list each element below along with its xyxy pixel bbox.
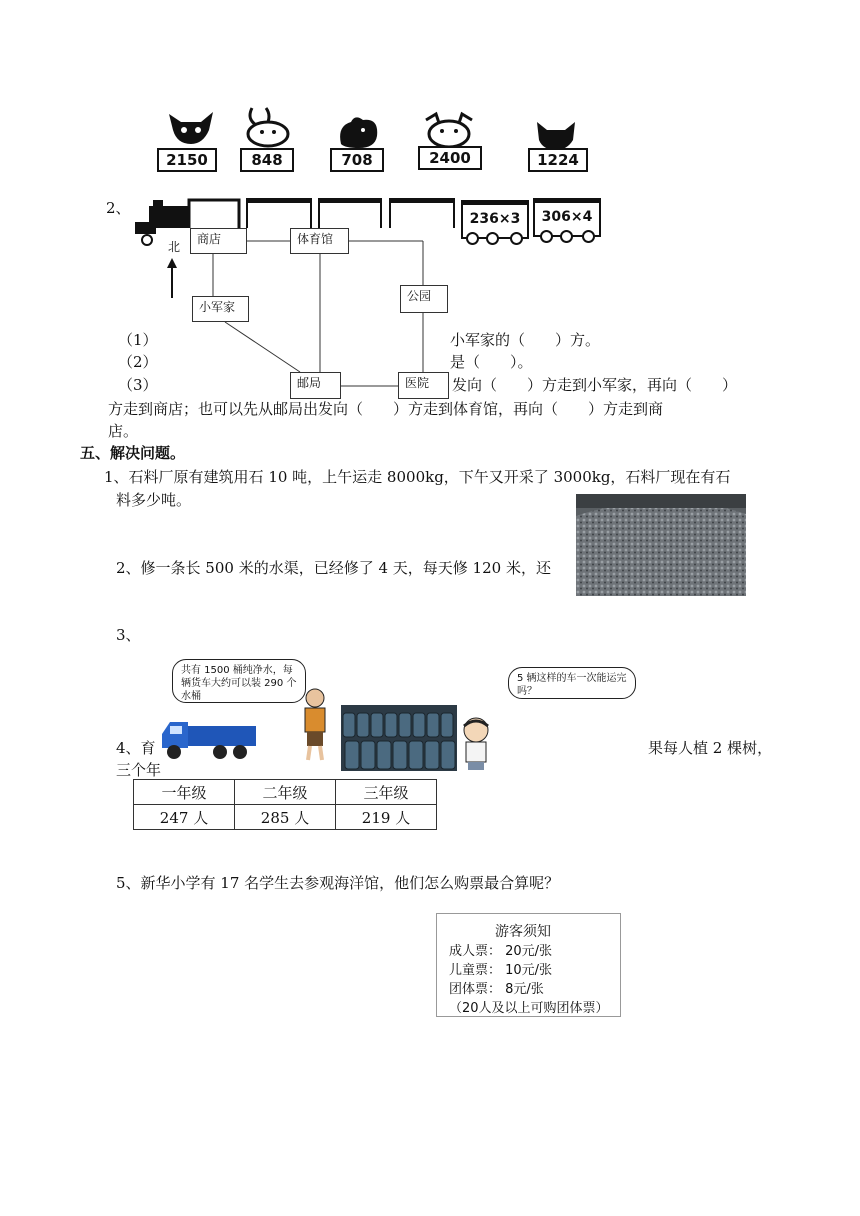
map-question-2-text: 是（ ）。 <box>450 353 533 371</box>
notice-group-note: （20人及以上可购团体票） <box>449 1001 609 1016</box>
man-figure <box>294 686 336 762</box>
problem-1-line2: 料多少吨。 <box>116 491 192 509</box>
water-barrels-photo <box>341 705 457 771</box>
map-question-3-text: 发向（ ）方走到小军家，再向（ ） <box>452 376 738 394</box>
table-header-cell: 一年级 <box>134 780 235 805</box>
train-car: 306×4 <box>533 198 601 237</box>
number-box: 1224 <box>528 148 588 172</box>
problem-4-end: 果每人植 2 棵树， <box>648 739 773 757</box>
map-question-1-text: 小军家的（ ）方。 <box>450 331 601 349</box>
number-box: 2150 <box>157 148 217 172</box>
map-place-xiaojun-home: 小军家 <box>192 296 249 322</box>
table-header-row <box>134 780 437 805</box>
map-question-3-line2: 方走到商店；也可以先从邮局出发向（ ）方走到体育馆，再向（ ）方走到商 <box>108 400 664 418</box>
train-car: 236×3 <box>461 200 529 239</box>
north-arrow-icon <box>165 258 179 298</box>
notice-adult-price: 成人票： 20元/张 <box>449 944 553 959</box>
problem-4-start: 4、育 <box>116 739 156 757</box>
map-question-3-line3: 店。 <box>108 422 139 440</box>
boy-figure <box>456 716 496 772</box>
number-box: 708 <box>330 148 384 172</box>
map-place-post-office: 邮局 <box>290 372 341 399</box>
map-question-2-number: （2） <box>118 353 158 371</box>
speech-bubble-right: 5 辆这样的车一次能运完吗？ <box>508 667 636 699</box>
table-cell: 247 人 <box>134 805 235 830</box>
truck-icon <box>158 718 258 762</box>
table-row <box>134 805 437 830</box>
map-place-shop: 商店 <box>190 228 247 254</box>
table-header-cell: 二年级 <box>235 780 336 805</box>
map-question-3-number: （3） <box>118 376 158 394</box>
table-header-cell: 三年级 <box>336 780 437 805</box>
notice-group-price: 团体票： 8元/张 <box>449 982 544 997</box>
problem-1-line1: 1、石料厂原有建筑用石 10 吨，上午运走 8000kg，下午又开采了 3000kg，石料厂现在有石 <box>104 468 731 486</box>
problem-5: 5、新华小学有 17 名学生去参观海洋馆，他们怎么购票最合算呢？ <box>116 874 560 892</box>
map-place-park: 公园 <box>400 285 448 313</box>
table-cell: 285 人 <box>235 805 336 830</box>
speech-bubble-left: 共有 1500 桶纯净水，每辆货车大约可以装 290 个水桶 <box>172 659 306 703</box>
map-place-gym: 体育馆 <box>290 228 349 254</box>
map-place-hospital: 医院 <box>398 372 449 399</box>
north-label: 北 <box>168 240 181 254</box>
table-cell: 219 人 <box>336 805 437 830</box>
notice-child-price: 儿童票： 10元/张 <box>449 963 553 978</box>
problem-2: 2、修一条长 500 米的水渠，已经修了 4 天，每天修 120 米，还 <box>116 559 551 577</box>
gravel-photo <box>576 494 746 596</box>
map-question-1-number: （1） <box>118 331 158 349</box>
problem-3: 3、 <box>116 626 141 644</box>
number-box: 848 <box>240 148 294 172</box>
question-number: 2、 <box>106 199 131 217</box>
problem-4-line2: 三个年 <box>116 761 162 779</box>
section-title: 五、解决问题。 <box>80 444 186 462</box>
ticket-notice <box>436 913 621 1017</box>
notice-title: 游客须知 <box>495 924 551 940</box>
grades-table <box>133 779 437 830</box>
number-box: 2400 <box>418 146 482 170</box>
